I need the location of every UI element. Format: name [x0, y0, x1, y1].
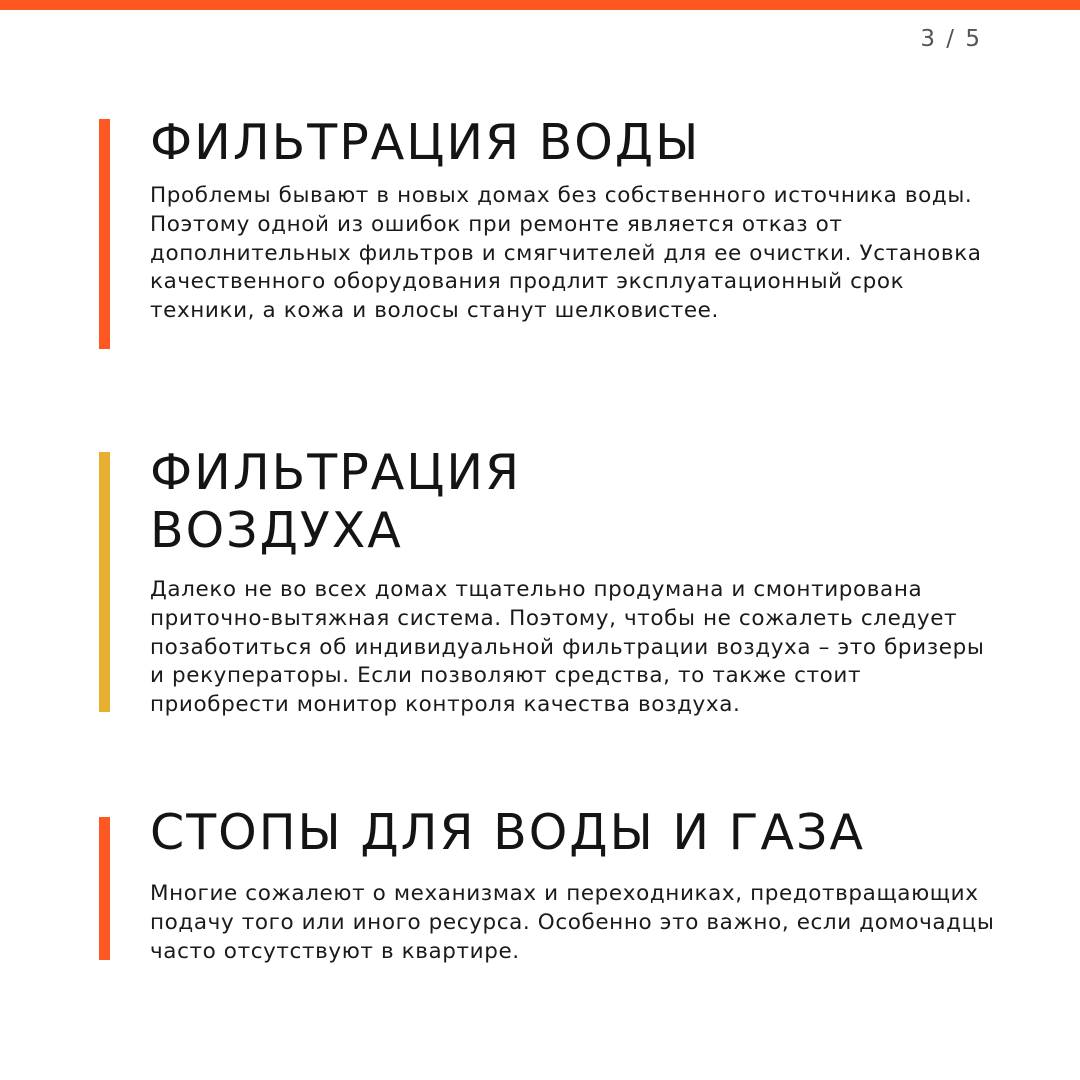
section-body: Проблемы бывают в новых домах без собственного источника воды. Поэтому одной из ошибок при ремонте является отказ от дополнительных фильтров и смягчителей для ее очистки. Установка качественного оборудования продлит эксплуатационный срок техники, а кожа и волосы станут шелковистее. — [150, 183, 982, 324]
page-counter: 3 / 5 — [920, 26, 982, 52]
section-title: СТОПЫ ДЛЯ ВОДЫ И ГАЗА — [150, 804, 865, 861]
section-body: Многие сожалеют о механизмах и переходниках, предотвращающих подачу того или иного ресурса. Особенно это важно, если домочадцы часто отсутствуют в квартире. — [150, 881, 995, 964]
section-body: Далеко не во всех домах тщательно продумана и смонтирована приточно-вытяжная система. Поэтому, чтобы не сожалеть следует позаботиться об индивидуальной фильтрации воздуха – это бризеры и рекуператоры. Если позволяют средства, то также стоит приобрести монитор контроля качества воздуха. — [150, 577, 985, 718]
section-water-filtration — [99, 114, 999, 349]
section-water-gas-stops — [99, 804, 999, 964]
top-accent-stripe — [0, 0, 1080, 10]
section-title: ФИЛЬТРАЦИЯ ВОДЫ — [150, 114, 701, 171]
section-accent-bar — [99, 119, 110, 349]
section-accent-bar — [99, 452, 110, 712]
section-title: ФИЛЬТРАЦИЯ ВОЗДУХА — [150, 444, 522, 559]
section-accent-bar — [99, 817, 110, 960]
section-air-filtration — [99, 444, 999, 718]
